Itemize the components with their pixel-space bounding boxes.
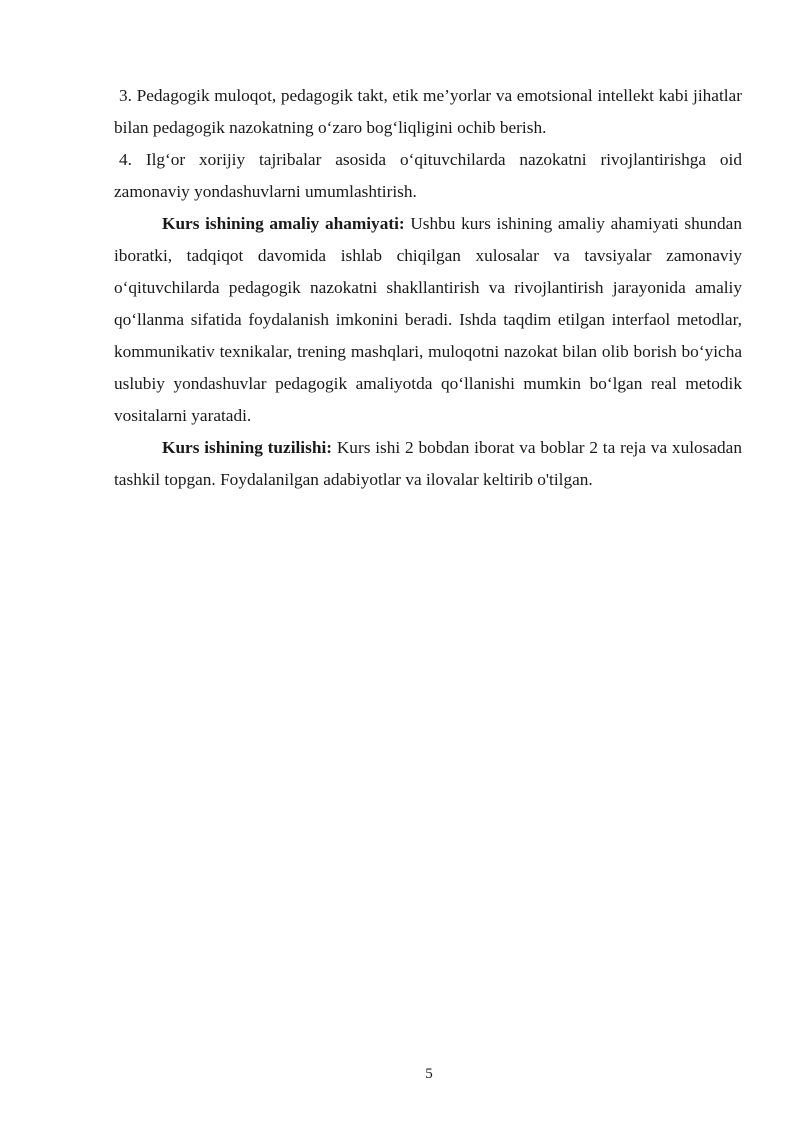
page-number: 5 [425, 1066, 433, 1082]
practical-significance-heading: Kurs ishining amaliy ahamiyati: [162, 214, 405, 233]
structure-text: Kurs ishi 2 bobdan iborat va boblar 2 ta reja va xulosadan tashkil topgan. Foydalanilgan adabiyotlar va ilovalar keltirib o'tilgan. [114, 438, 742, 489]
practical-significance-paragraph [114, 208, 742, 432]
practical-significance-text: Ushbu kurs ishining amaliy ahamiyati shundan iboratki, tadqiqot davomida ishlab chiqilgan xulosalar va tavsiyalar zamonaviy o‘qituvchilarda pedagogik nazokatni shakllantirish va rivojlantirish jarayonida amaliy qo‘llanma sifatida foydalanish imkonini beradi. Ishda taqdim etilgan interfaol metodlar, kommunikativ texnikalar, trening mashqlari, muloqotni nazokat bilan olib borish bo‘yicha uslubiy yondashuvlar pedagogik amaliyotda qo‘llanishi mumkin bo‘lgan real metodik vositalarni yaratadi. [114, 214, 742, 425]
list-item-3-text: 3. Pedagogik muloqot, pedagogik takt, etik me’yorlar va emotsional intellekt kabi jihatlar bilan pedagogik nazokatning o‘zaro bog‘liqligini ochib berish. [114, 86, 742, 137]
list-item-4-text: 4. Ilg‘or xorijiy tajribalar asosida o‘qituvchilarda nazokatni rivojlantirishga oid zamonaviy yondashuvlarni umumlashtirish. [114, 150, 742, 201]
structure-heading: Kurs ishining tuzilishi: [162, 438, 333, 457]
page-body [114, 80, 742, 496]
list-item-3 [114, 80, 742, 144]
list-item-4 [114, 144, 742, 208]
structure-paragraph [114, 432, 742, 496]
